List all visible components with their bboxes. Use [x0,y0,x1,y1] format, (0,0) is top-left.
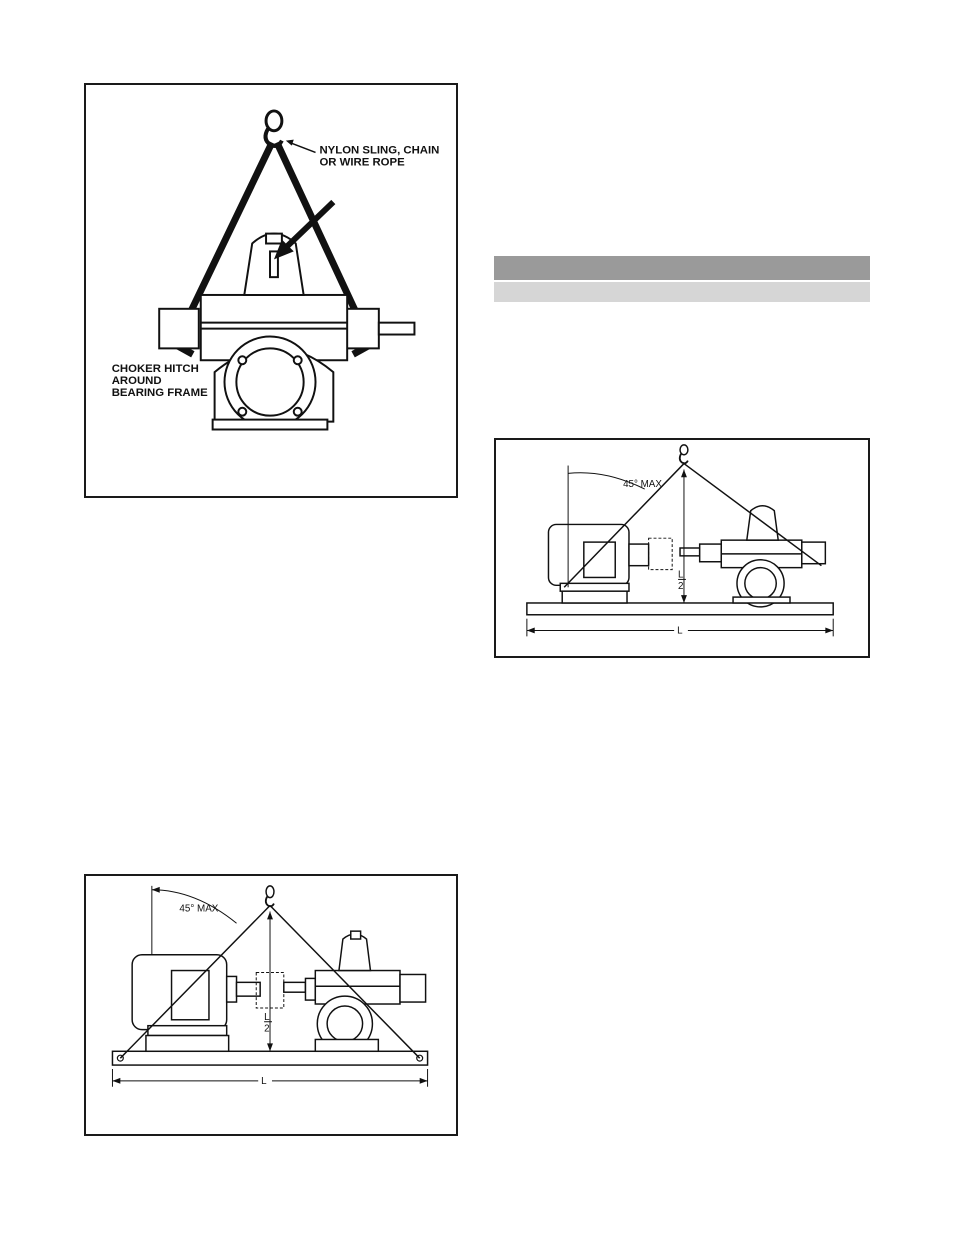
section-heading-bar [494,256,870,280]
coupling-guard [649,538,673,569]
length-label: L [261,1075,267,1087]
angle-label: 45° MAX [623,479,662,491]
motor [132,955,260,1052]
sling-label-line2: OR WIRE ROPE [319,156,405,169]
length-label: L [677,625,683,637]
lifting-hook-icon [680,445,688,463]
lifting-hook-icon [265,111,281,146]
half-label-top: L [678,569,684,581]
section-subheading-bar [494,282,870,302]
angle-label: 45° MAX [179,903,219,915]
base-plate [527,603,833,615]
pump-body [159,234,414,430]
figure-base-lift-large [84,874,458,1136]
choker-label-line1: CHOKER HITCH [111,363,199,376]
half-label-bottom: 2 [678,581,684,593]
choker-label-line3: BEARING FRAME [111,386,208,399]
figure-base-lift-small [494,438,870,658]
half-label-bottom: 2 [264,1023,270,1035]
sling-label-line1: NYLON SLING, CHAIN [319,144,440,157]
pump [680,506,825,607]
sling-lift-illustration [86,85,456,496]
figure-sling-lift [84,83,458,498]
base-lift-small-illustration [496,440,868,656]
half-label-top: L [264,1011,270,1023]
base-lift-large-illustration [86,876,456,1134]
choker-label-line2: AROUND [111,374,162,387]
lifting-hook-icon [266,886,274,906]
base-plate [112,1051,427,1065]
motor [548,524,648,603]
